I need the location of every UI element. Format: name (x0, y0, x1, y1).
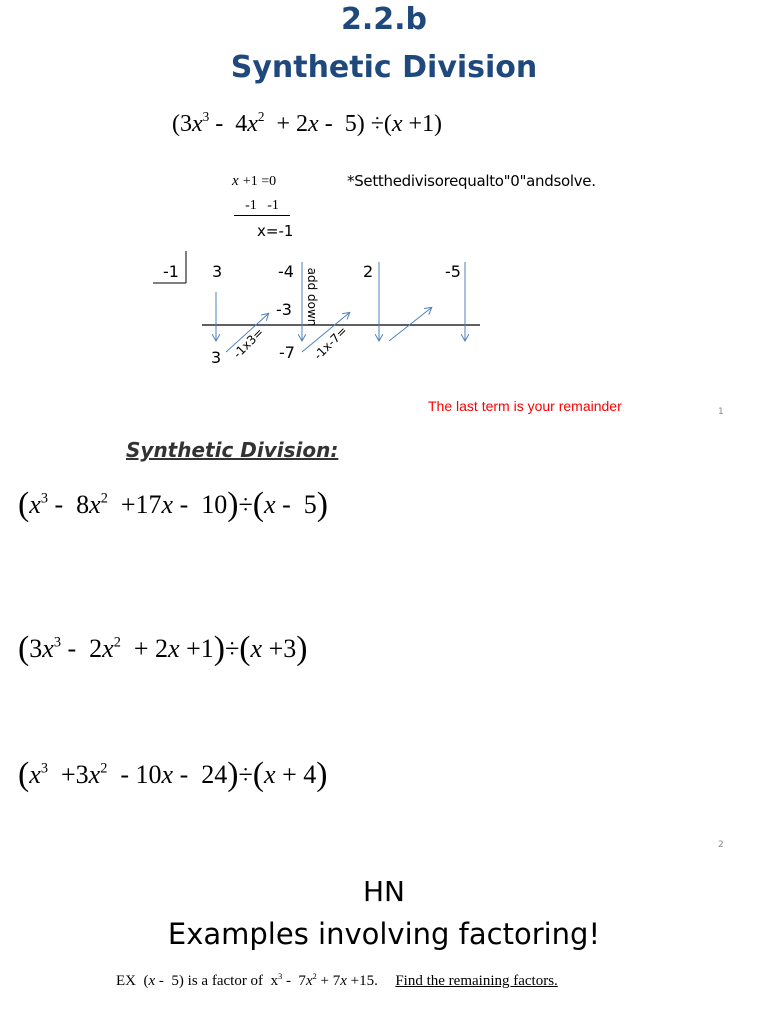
slide-title: Synthetic Division (230, 50, 538, 85)
bottom-value: -7 (279, 343, 295, 362)
example-line: EX (x - 5) is a factor of $x^3 - 7x^2 + 7x +15$. Find the remaining factors. (116, 971, 558, 989)
add-down-label: add down (305, 267, 319, 327)
example-task: Find the remaining factors. (395, 973, 558, 989)
practice-problem: $(x^3 - 8x^2 +17x - 10)\div(x - 5)$ (18, 486, 329, 523)
bottom-value: 3 (211, 348, 222, 367)
examples-title: Examples involving factoring! (167, 917, 601, 951)
coefficient: -4 (278, 262, 294, 281)
multiply-label: -1x3= (230, 325, 267, 361)
page-number: 1 (718, 407, 724, 417)
practice-problem: $(x^3 +3x^2 - 10x - 24)\div(x + 4)$ (18, 756, 328, 793)
synthetic-lines (0, 0, 768, 400)
practice-problem: $(3x^3 - 2x^2 + 2x +1)\div(x +3)$ (18, 630, 308, 667)
page-number: 2 (718, 840, 724, 850)
practice-heading: Synthetic Division: (126, 438, 339, 462)
lesson-number: 2.2.b (340, 2, 427, 37)
divisor-note: *Setthedivisorequalto"0"andsolve. (347, 172, 596, 190)
synthetic-divisor: -1 (163, 262, 179, 281)
coefficient: 2 (363, 262, 374, 281)
division-problem: $(3x^3 - 4x^2 + 2x - 5) \div(x +1)$ (172, 109, 443, 137)
coefficient: -5 (445, 262, 461, 281)
multiply-label: -1x-7= (311, 323, 351, 363)
divisor-solution: x=-1 (257, 222, 294, 240)
middle-value: -3 (276, 300, 292, 319)
example-mid: is a factor of (187, 973, 264, 989)
divisor-equation: x +1 =0 (232, 173, 277, 189)
hn-label: HN (363, 875, 405, 908)
example-prefix: EX (116, 973, 136, 989)
subtract-step: -1 -1 (234, 198, 290, 216)
coefficient: 3 (212, 262, 223, 281)
remainder-note: The last term is your remainder (428, 398, 622, 414)
